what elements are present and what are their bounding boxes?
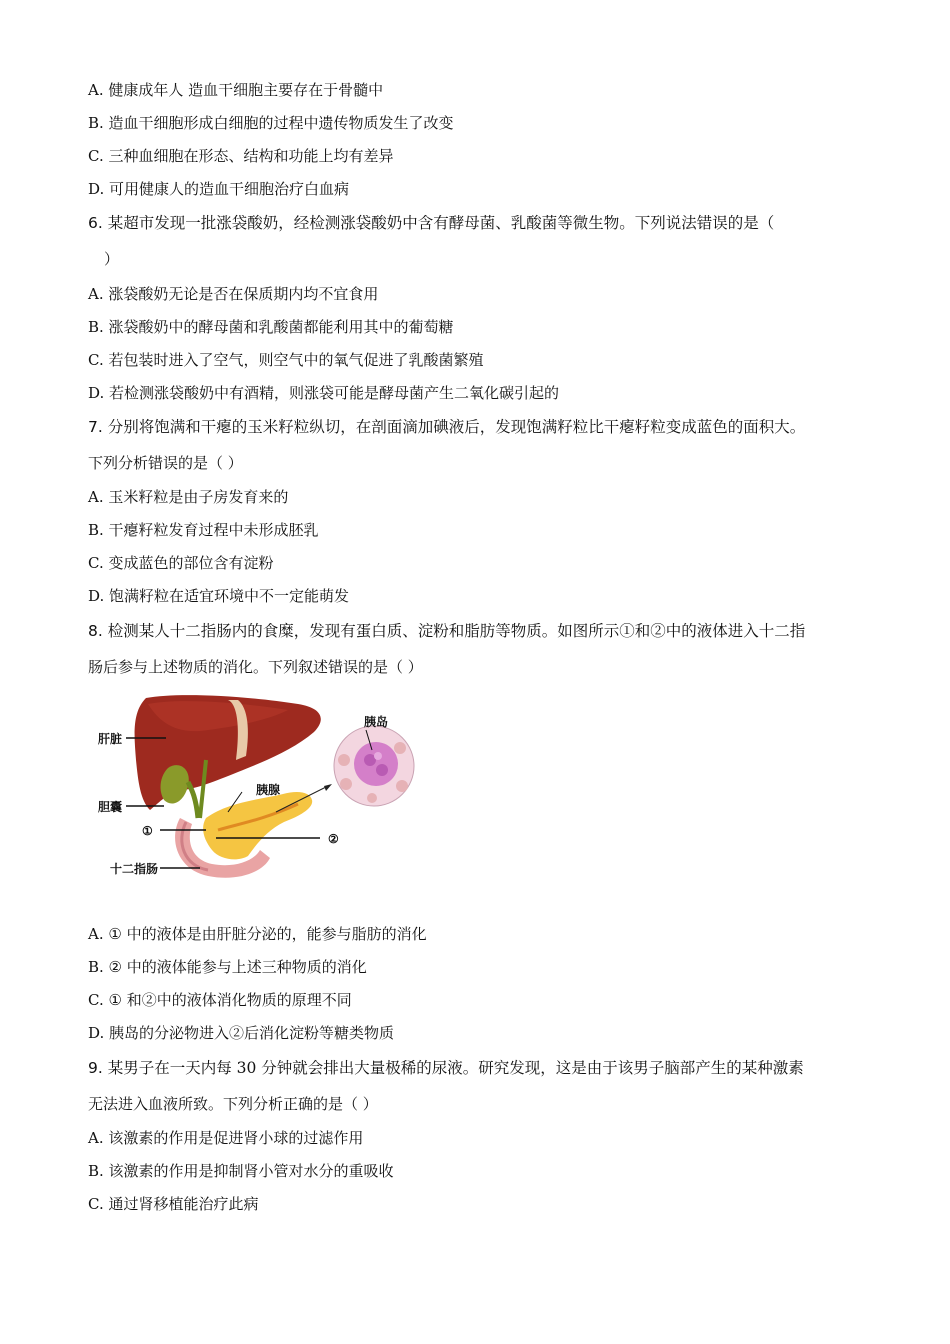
q8-option-d: D. 胰岛的分泌物进入②后消化淀粉等糖类物质 xyxy=(88,1024,395,1042)
q8-option-b: B. ② 中的液体能参与上述三种物质的消化 xyxy=(88,958,367,976)
q9-stem-cont: 无法进入血液所致。下列分析正确的是（ ） xyxy=(88,1095,378,1113)
q8-stem-text: 检测某人十二指肠内的食糜，发现有蛋白质、淀粉和脂肪等物质。如图所示①和②中的液体进入十二指 xyxy=(102,622,806,640)
q8-number: 8. xyxy=(88,622,103,640)
q5-option-c: C. 三种血细胞在形态、结构和功能上均有差异 xyxy=(88,147,394,165)
q6-option-d: D. 若检测涨袋酸奶中有酒精，则涨袋可能是酵母菌产生二氧化碳引起的 xyxy=(88,384,560,402)
q6-stem xyxy=(88,213,868,233)
q9-number: 9. xyxy=(88,1059,103,1077)
q9-stem-text: 某男子在一天内每 30 分钟就会排出大量极稀的尿液。研究发现，这是由于该男子脑部产生的某种激素 xyxy=(102,1059,804,1077)
label-gallbladder: 胆囊 xyxy=(98,800,123,814)
label-liver: 肝脏 xyxy=(98,732,123,746)
q9-option-a: A. 该激素的作用是促进肾小球的过滤作用 xyxy=(88,1129,364,1147)
q9-stem xyxy=(88,1058,868,1078)
label-pancreas: 胰腺 xyxy=(256,783,281,797)
q7-stem-text: 分别将饱满和干瘪的玉米籽粒纵切，在剖面滴加碘液后，发现饱满籽粒比干瘪籽粒变成蓝色的面积大。 xyxy=(102,418,806,436)
q5-option-a: A. 健康成年人 造血干细胞主要存在于骨髓中 xyxy=(88,81,384,99)
q8-stem xyxy=(88,621,868,641)
q7-option-d: D. 饱满籽粒在适宜环境中不一定能萌发 xyxy=(88,587,350,605)
q7-option-c: C. 变成蓝色的部位含有淀粉 xyxy=(88,554,274,572)
q7-stem-cont: 下列分析错误的是（ ） xyxy=(88,454,243,472)
label-mark-1: ① xyxy=(142,824,153,838)
label-islet: 胰岛 xyxy=(364,715,389,729)
q7-number: 7. xyxy=(88,418,103,436)
digestive-organs-figure xyxy=(88,690,428,890)
q6-stem-cont: ） xyxy=(104,250,120,268)
q6-option-a: A. 涨袋酸奶无论是否在保质期内均不宜食用 xyxy=(88,285,379,303)
q7-option-b: B. 干瘪籽粒发育过程中未形成胚乳 xyxy=(88,521,319,539)
q6-number: 6. xyxy=(88,214,103,232)
q7-option-a: A. 玉米籽粒是由子房发育来的 xyxy=(88,488,289,506)
q9-option-b: B. 该激素的作用是抑制肾小管对水分的重吸收 xyxy=(88,1162,394,1180)
q9-option-c: C. 通过肾移植能治疗此病 xyxy=(88,1195,259,1213)
q8-option-c: C. ① 和②中的液体消化物质的原理不同 xyxy=(88,991,352,1009)
q6-option-c: C. 若包装时进入了空气，则空气中的氧气促进了乳酸菌繁殖 xyxy=(88,351,484,369)
label-mark-2: ② xyxy=(328,832,339,846)
q5-option-b: B. 造血干细胞形成白细胞的过程中遗传物质发生了改变 xyxy=(88,114,454,132)
label-duodenum: 十二指肠 xyxy=(110,862,159,876)
q6-option-b: B. 涨袋酸奶中的酵母菌和乳酸菌都能利用其中的葡萄糖 xyxy=(88,318,454,336)
q8-option-a: A. ① 中的液体是由肝脏分泌的，能参与脂肪的消化 xyxy=(88,925,427,943)
q8-stem-cont: 肠后参与上述物质的消化。下列叙述错误的是（ ） xyxy=(88,658,423,676)
q5-option-d: D. 可用健康人的造血干细胞治疗白血病 xyxy=(88,180,350,198)
q6-stem-text: 某超市发现一批涨袋酸奶，经检测涨袋酸奶中含有酵母菌、乳酸菌等微生物。下列说法错误的是（ xyxy=(102,214,775,232)
q7-stem xyxy=(88,417,868,437)
